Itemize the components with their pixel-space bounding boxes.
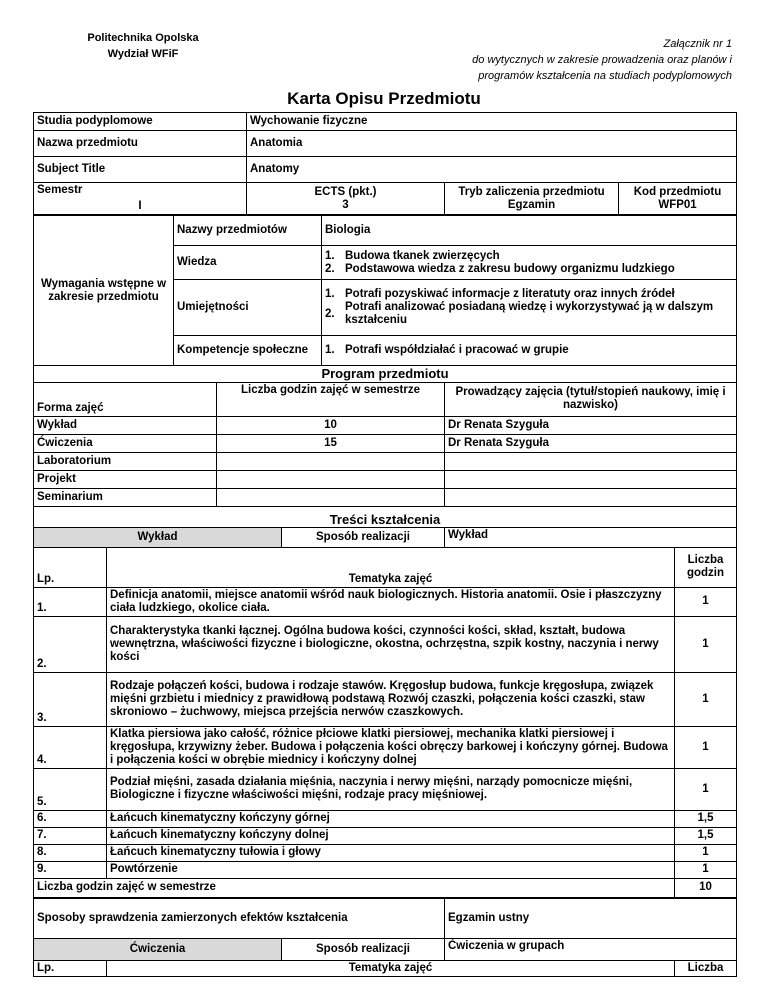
topic-lp: 4.: [34, 726, 107, 768]
tryb-cell: [445, 183, 619, 215]
umiejetnosci-label: Umiejętności: [174, 280, 322, 336]
program-title: Program przedmiotu: [34, 366, 737, 382]
course-card: [33, 112, 736, 977]
annex-line-2: do wytycznych w zakresie prowadzenia oraz planów i: [472, 54, 732, 66]
suma-value: 10: [675, 878, 737, 898]
annex-line-3: programów kształcenia na studiach podyplomowych: [478, 70, 732, 82]
topic-hours: 1: [675, 587, 737, 616]
cw-sposob-value: Ćwiczenia w grupach: [445, 938, 737, 960]
nazwy-label: Nazwy przedmiotów: [174, 216, 322, 246]
prowadzacy-cell: [445, 470, 737, 488]
list-item: [325, 250, 733, 263]
topic-hours: 1: [675, 861, 737, 878]
topic-lp: 6.: [34, 810, 107, 827]
page-title: Karta Opisu Przedmiotu: [287, 89, 481, 108]
document-header-left: [68, 30, 218, 62]
tryb-value: Egzamin: [507, 198, 556, 211]
table-row: [34, 672, 737, 726]
faculty-name: Wydział WFiF: [107, 48, 179, 60]
prowadzacy-cell: [445, 488, 737, 506]
topic-text: Podział mięśni, zasada działania mięśnia, naczynia i nerwy mięśni, narządy pomocnicze mięśni, Biologiczne i fizyczne właściwości mięśni, rodzaje pracy mięśniowej.: [107, 768, 675, 810]
forma-cell: Wykład: [34, 416, 217, 434]
tresci-title: Treści kształcenia: [34, 507, 737, 528]
kod-value: WFP01: [658, 198, 697, 211]
kompetencje-list: [322, 336, 737, 366]
forma-label: Forma zajęć: [34, 382, 217, 416]
liczba-header: Liczba godzin: [675, 547, 737, 587]
lp-header: Lp.: [34, 547, 107, 587]
nazwa-label: Nazwa przedmiotu: [34, 131, 247, 157]
studia-value: Wychowanie fizyczne: [247, 113, 737, 131]
item-text: Potrafi pozyskiwać informacje z literatuty oraz innych źródeł: [345, 288, 675, 300]
godziny-cell: 15: [217, 434, 445, 452]
topic-hours: 1: [675, 672, 737, 726]
table-row: [34, 616, 737, 672]
table-row: [34, 726, 737, 768]
godziny-label: Liczba godzin zajęć w semestrze: [217, 382, 445, 416]
forma-cell: Ćwiczenia: [34, 434, 217, 452]
topic-text: Rodzaje połączeń kości, budowa i rodzaje stawów. Kręgosłup budowa, funkcje kręgosłupa, związek mięśni grzbietu i miednicy z prawidłową podstawą Rozwój czaszki, połączenia kości czaszki, staw skroniowo – żuchwowy, miejsca przejścia nerwów czaszkowych.: [107, 672, 675, 726]
studia-label: Studia podyplomowe: [34, 113, 247, 131]
item-text: Podstawowa wiedza z zakresu budowy organizmu ludzkiego: [345, 262, 675, 275]
item-text: Potrafi analizować posiadaną wiedzę i wykorzystywać ją w dalszym kształceniu: [345, 301, 714, 326]
semestr-cell: [34, 183, 247, 215]
list-item: [325, 263, 733, 276]
godziny-cell: [217, 470, 445, 488]
topic-text: Klatka piersiowa jako całość, różnice płciowe klatki piersiowej, mechanika klatki piersiowej i kręgosłupa, krzywizny żeber. Budowa i połączenia kości obręczy barkowej i kończyny górnej. Budowa i połączenia kości w obrębie miednicy i kończyny dolnej: [107, 726, 675, 768]
ects-cell: [247, 183, 445, 215]
cwiczenia-label: Ćwiczenia: [34, 938, 282, 960]
topic-lp: 8.: [34, 844, 107, 861]
semestr-label: Semestr: [37, 184, 83, 196]
topic-lp: 3.: [34, 672, 107, 726]
sposoby-value: Egzamin ustny: [445, 898, 737, 938]
program-table: [33, 366, 737, 507]
tematyka-header: Tematyka zajęć: [107, 547, 675, 587]
wiedza-list: [322, 246, 737, 280]
requirements-label: Wymagania wstępne w zakresie przedmiotu: [34, 216, 174, 366]
topic-hours: 1: [675, 616, 737, 672]
nazwy-value: Biologia: [322, 216, 737, 246]
requirements-table: [33, 215, 737, 366]
subject-label: Subject Title: [34, 157, 247, 183]
sposob-value: Wykład: [445, 527, 737, 547]
topic-text: Charakterystyka tkanki łącznej. Ogólna budowa kości, czynności kości, skład, kształt, budowa wewnętrzna, właściwości fizyczne i biologiczne, okostna, ochrzęstna, szpik kostny, naczynia i nerwy kości: [107, 616, 675, 672]
prowadzacy-cell: [445, 452, 737, 470]
prowadzacy-label: Prowadzący zajęcia (tytuł/stopień naukowy, imię i nazwisko): [445, 382, 737, 416]
topic-hours: 1: [675, 768, 737, 810]
info-table: [33, 112, 737, 215]
godziny-cell: [217, 488, 445, 506]
cw-liczba-header: Liczba: [675, 960, 737, 976]
university-name: Politechnika Opolska: [87, 32, 199, 44]
sposob-label: Sposób realizacji: [282, 527, 445, 547]
tresci-table: [33, 507, 737, 977]
table-row: [34, 861, 737, 878]
wyklad-label: Wykład: [34, 527, 282, 547]
table-row: [34, 587, 737, 616]
item-number: 2.: [325, 307, 335, 320]
sposoby-label: Sposoby sprawdzenia zamierzonych efektów kształcenia: [34, 898, 445, 938]
table-row: [34, 827, 737, 844]
topic-lp: 2.: [34, 616, 107, 672]
topic-text: Łańcuch kinematyczny tułowia i głowy: [107, 844, 675, 861]
list-item: [325, 344, 733, 357]
item-number: 1.: [325, 249, 335, 262]
cw-lp-header: Lp.: [34, 960, 107, 976]
ects-label: ECTS (pkt.): [314, 185, 377, 198]
item-text: Budowa tkanek zwierzęcych: [345, 249, 500, 262]
godziny-cell: 10: [217, 416, 445, 434]
cw-tematyka-header: Tematyka zajęć: [107, 960, 675, 976]
table-row: [34, 768, 737, 810]
subject-value: Anatomy: [247, 157, 737, 183]
topic-lp: 1.: [34, 587, 107, 616]
topic-text: Powtórzenie: [107, 861, 675, 878]
forma-cell: Projekt: [34, 470, 217, 488]
prowadzacy-cell: Dr Renata Szyguła: [445, 434, 737, 452]
table-row: [34, 844, 737, 861]
topic-hours: 1: [675, 844, 737, 861]
list-item: [325, 288, 733, 301]
topic-text: Łańcuch kinematyczny kończyny dolnej: [107, 827, 675, 844]
umiejetnosci-list: [322, 280, 737, 336]
suma-label: Liczba godzin zajęć w semestrze: [34, 878, 675, 898]
topic-hours: 1: [675, 726, 737, 768]
wiedza-label: Wiedza: [174, 246, 322, 280]
forma-cell: Laboratorium: [34, 452, 217, 470]
document-header-right: [412, 36, 732, 84]
topic-lp: 9.: [34, 861, 107, 878]
semestr-value: I: [138, 200, 142, 212]
nazwa-value: Anatomia: [247, 131, 737, 157]
ects-value: 3: [342, 198, 349, 211]
topic-lp: 7.: [34, 827, 107, 844]
prowadzacy-cell: Dr Renata Szyguła: [445, 416, 737, 434]
topic-text: Łańcuch kinematyczny kończyny górnej: [107, 810, 675, 827]
item-number: 1.: [325, 344, 335, 356]
topic-lp: 5.: [34, 768, 107, 810]
topic-hours: 1,5: [675, 827, 737, 844]
kompetencje-label: Kompetencje społeczne: [174, 336, 322, 366]
cw-sposob-label: Sposób realizacji: [282, 938, 445, 960]
godziny-cell: [217, 452, 445, 470]
topic-hours: 1,5: [675, 810, 737, 827]
topic-text: Definicja anatomii, miejsce anatomii wśród nauk biologicznych. Historia anatomii. Osie i płaszczyzny ciała ludzkiego, okolice ciała.: [107, 587, 675, 616]
item-text: Potrafi współdziałać i pracować w grupie: [345, 344, 569, 356]
annex-line-1: Załącznik nr 1: [663, 38, 732, 50]
table-row: [34, 810, 737, 827]
item-number: 1.: [325, 288, 335, 300]
kod-cell: [619, 183, 737, 215]
kod-label: Kod przedmiotu: [633, 185, 722, 198]
tryb-label: Tryb zaliczenia przedmiotu: [458, 185, 605, 198]
list-item: [325, 301, 733, 327]
forma-cell: Seminarium: [34, 488, 217, 506]
item-number: 2.: [325, 262, 335, 275]
